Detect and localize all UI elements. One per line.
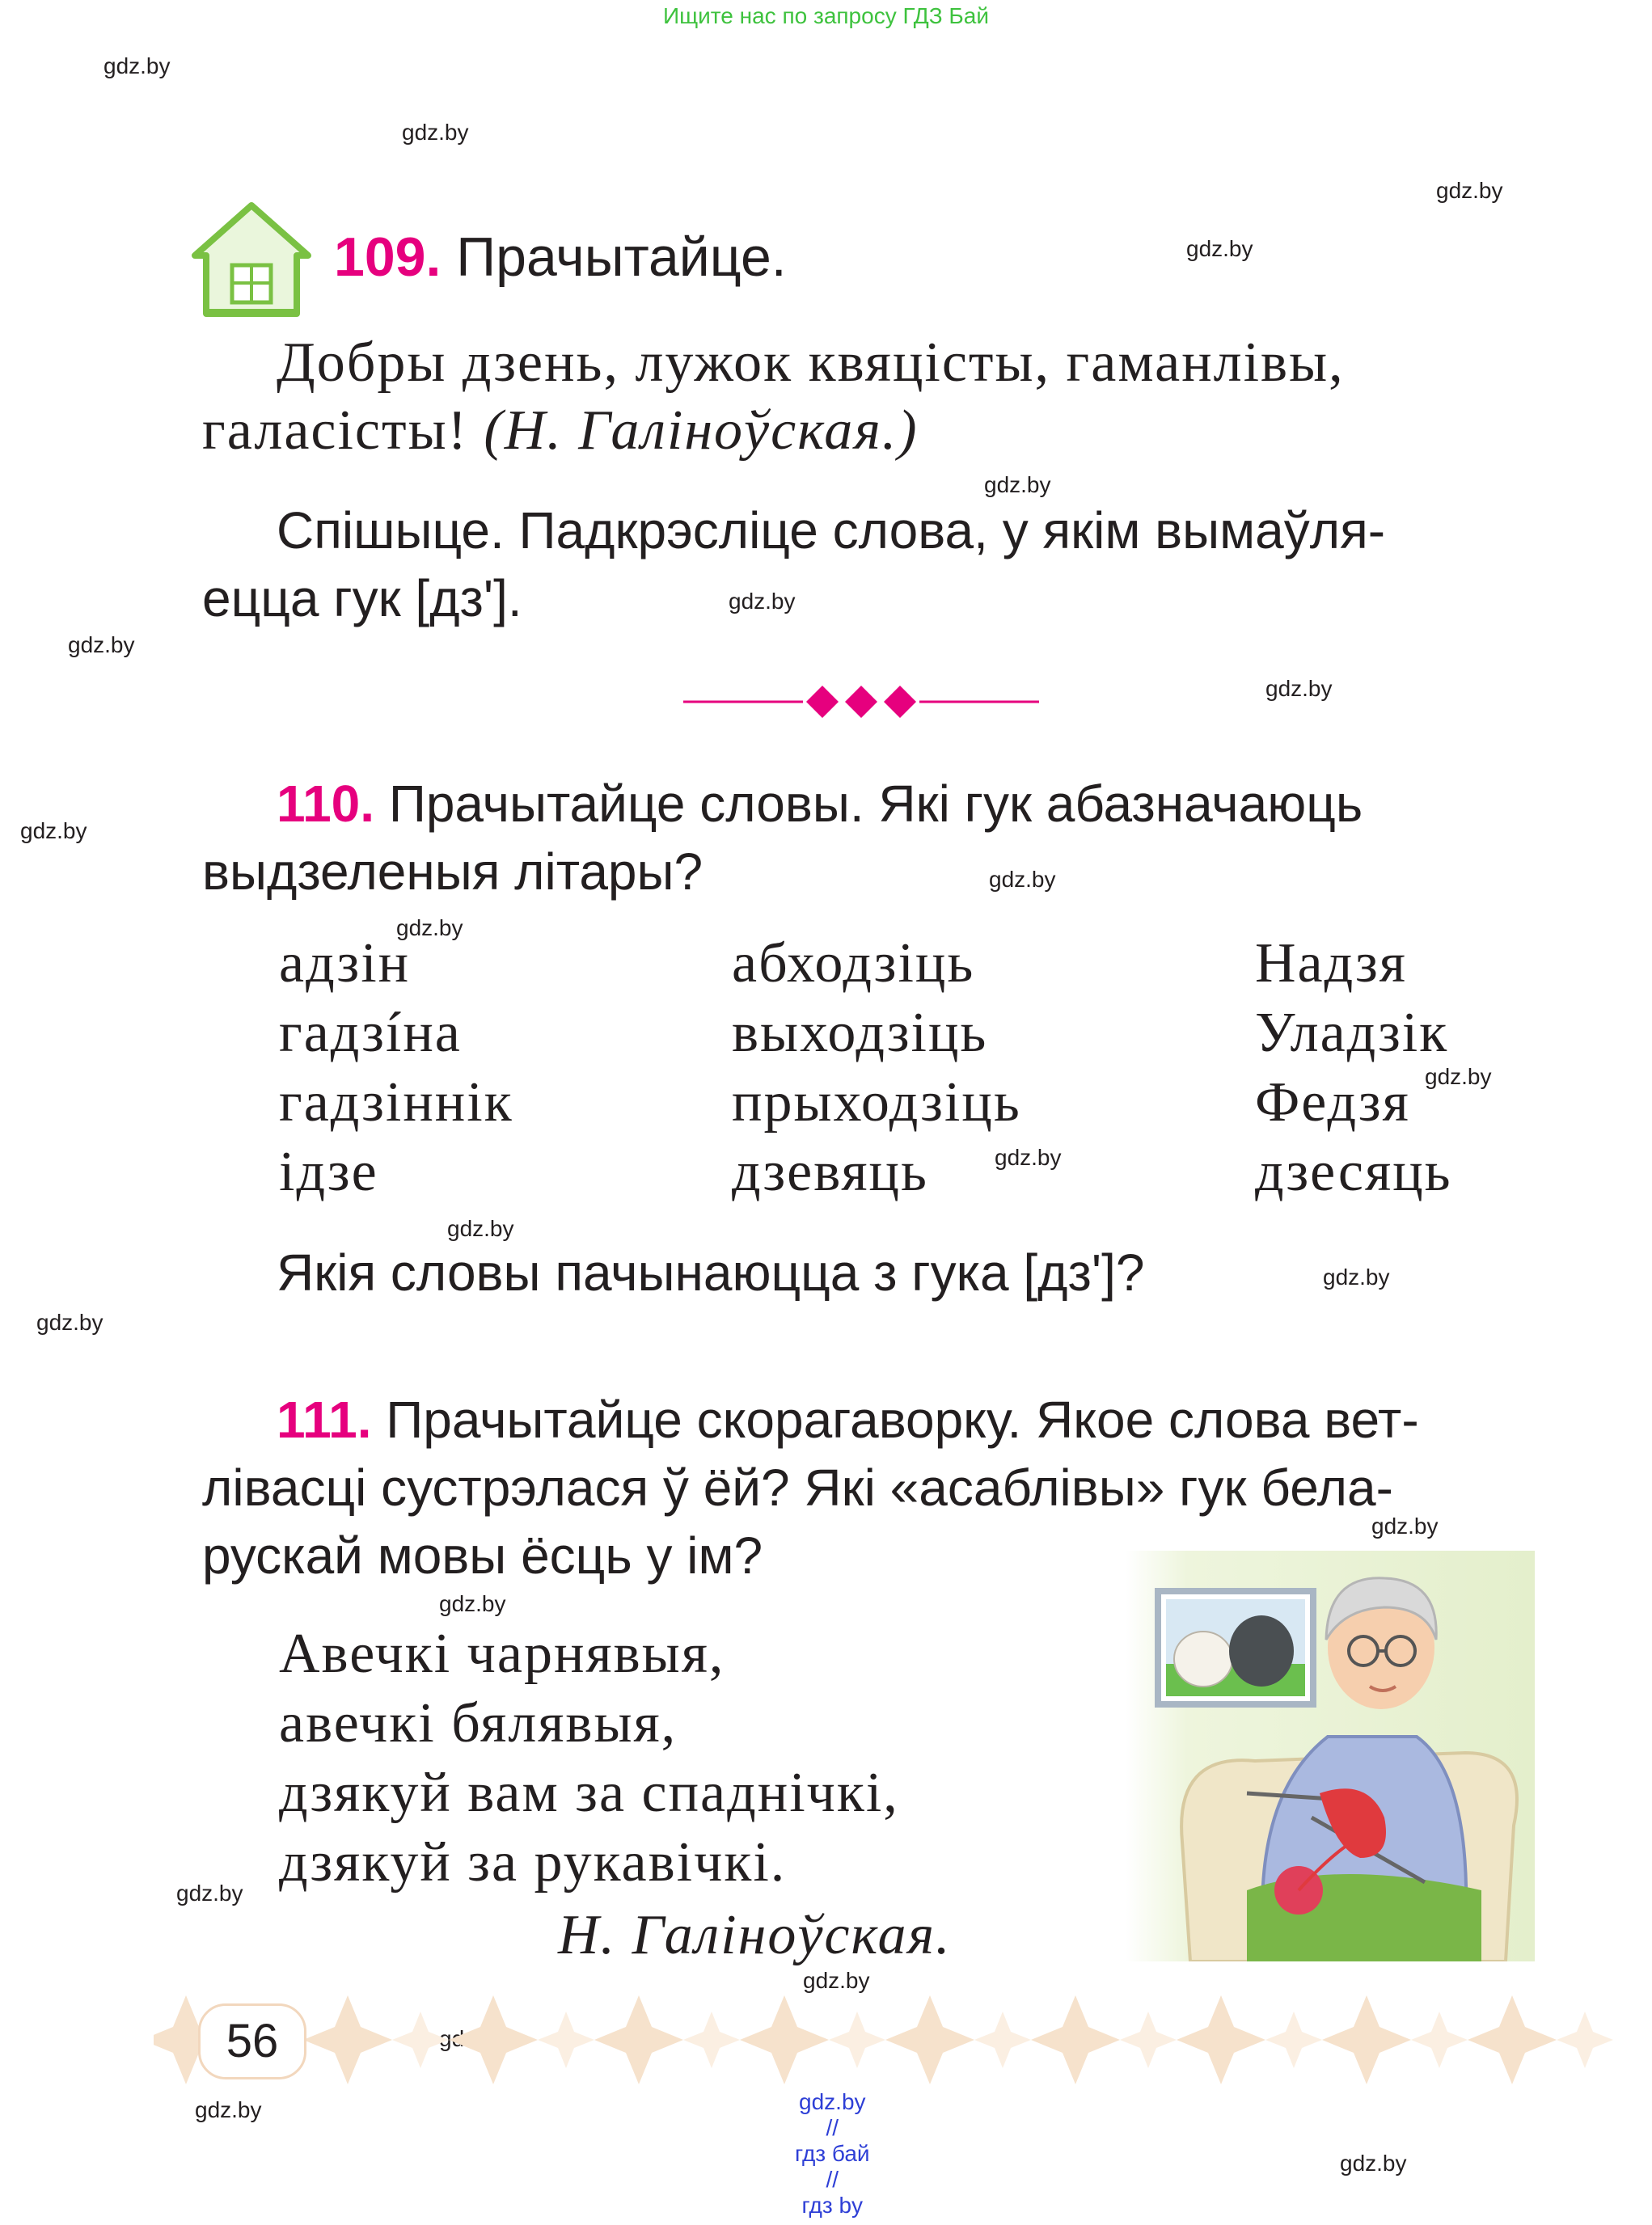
grandmother-knitting-illustration — [1126, 1551, 1535, 1961]
watermark: gdz.by — [195, 2097, 262, 2122]
watermark: gdz.by — [1425, 1064, 1492, 1089]
word: дзесяць — [1255, 1141, 1452, 1203]
word: Федзя — [1255, 1071, 1410, 1134]
poem-author: Н. Галіноўская. — [558, 1904, 952, 1966]
watermark: gdz.by — [984, 472, 1051, 497]
footer-separator: // — [826, 2115, 839, 2140]
instruction-line: Спішыце. Падкрэсліце слова, у якім вымаўля- — [277, 501, 1386, 559]
footer-separator: // — [826, 2167, 839, 2192]
exercise-110-header — [277, 768, 1363, 839]
author: (Н. Галіноўская.) — [484, 399, 919, 462]
poem-line: авечкі бялявыя, — [279, 1692, 678, 1754]
poem-line: Авечкі чарнявыя, — [279, 1623, 725, 1685]
exercise-109-header — [334, 222, 787, 293]
watermark: gdz.by — [68, 632, 135, 657]
watermark: gdz.by — [1371, 1514, 1439, 1539]
word: выходзіць — [732, 1002, 988, 1064]
word: дзевяць — [732, 1141, 928, 1203]
top-banner[interactable]: Ищите нас по запросу ГДЗ Бай — [662, 3, 990, 28]
word: гадзíна — [279, 1002, 462, 1064]
footer-links — [0, 2063, 1652, 2219]
task-text: Прачытайце. — [456, 226, 787, 288]
word: Уладзік — [1255, 1002, 1449, 1064]
word: Надзя — [1255, 932, 1407, 994]
footer-link[interactable]: гдз by — [801, 2193, 864, 2218]
exercise-111-header — [277, 1384, 1419, 1455]
reading-text: галасісты! — [202, 399, 468, 462]
watermark: gdz.by — [36, 1310, 104, 1335]
watermark: gdz.by — [995, 1145, 1062, 1170]
task-text: лівасці сустрэлася ў ёй? Які «асаблівы» гук бела- — [202, 1459, 1393, 1517]
watermark: gdz.by — [447, 1216, 514, 1241]
watermark: gdz.by — [402, 120, 469, 145]
poem-line: дзякуй вам за спаднічкі, — [279, 1762, 899, 1824]
word: прыходзіць — [732, 1071, 1021, 1134]
watermark: gdz.by — [176, 1881, 243, 1906]
footer-link[interactable]: gdz.by — [799, 2089, 866, 2114]
word: адзін — [279, 932, 411, 994]
word: гадзіннік — [279, 1071, 513, 1134]
word: абходзіць — [732, 932, 975, 994]
question-text: Якія словы пачынаюцца з гука [дзʹ]? — [277, 1243, 1145, 1302]
task-text: рускай мовы ёсць у ім? — [202, 1526, 763, 1585]
watermark: gdz.by — [729, 589, 796, 614]
house-icon — [188, 199, 315, 320]
reading-text-line: Добры дзень, лужок квяцісты, гаманлівы, — [277, 331, 1345, 394]
exercise-number: 110. — [277, 775, 375, 833]
watermark: gdz.by — [1265, 676, 1333, 701]
watermark: gdz.by — [396, 915, 463, 940]
watermark: gdz.by — [1340, 2151, 1407, 2176]
diamond-divider — [683, 684, 1039, 720]
exercise-number: 109. — [334, 226, 442, 288]
task-text: Прачытайце словы. Які гук абазначаюць — [388, 775, 1363, 833]
watermark: gdz.by — [1436, 178, 1503, 203]
reading-text-line — [202, 399, 919, 462]
watermark: gdz.by — [803, 1968, 870, 1993]
footer-link[interactable]: гдз бай — [795, 2141, 870, 2166]
instruction-line: ецца гук [дзʹ]. — [202, 569, 522, 627]
word: ідзе — [279, 1141, 378, 1203]
watermark: gdz.by — [20, 818, 87, 843]
watermark: gdz.by — [104, 53, 171, 78]
poem-line: дзякуй за рукавічкі. — [279, 1831, 787, 1894]
watermark: gdz.by — [989, 867, 1056, 892]
exercise-number: 111. — [277, 1391, 372, 1449]
watermark: gdz.by — [439, 1591, 506, 1616]
page-number: 56 — [198, 2003, 306, 2079]
task-text: выдзеленыя літары? — [202, 842, 703, 901]
watermark: gdz.by — [1186, 236, 1253, 261]
watermark: gdz.by — [1323, 1264, 1390, 1290]
task-text: Прачытайце скорагаворку. Якое слова вет- — [386, 1391, 1419, 1449]
